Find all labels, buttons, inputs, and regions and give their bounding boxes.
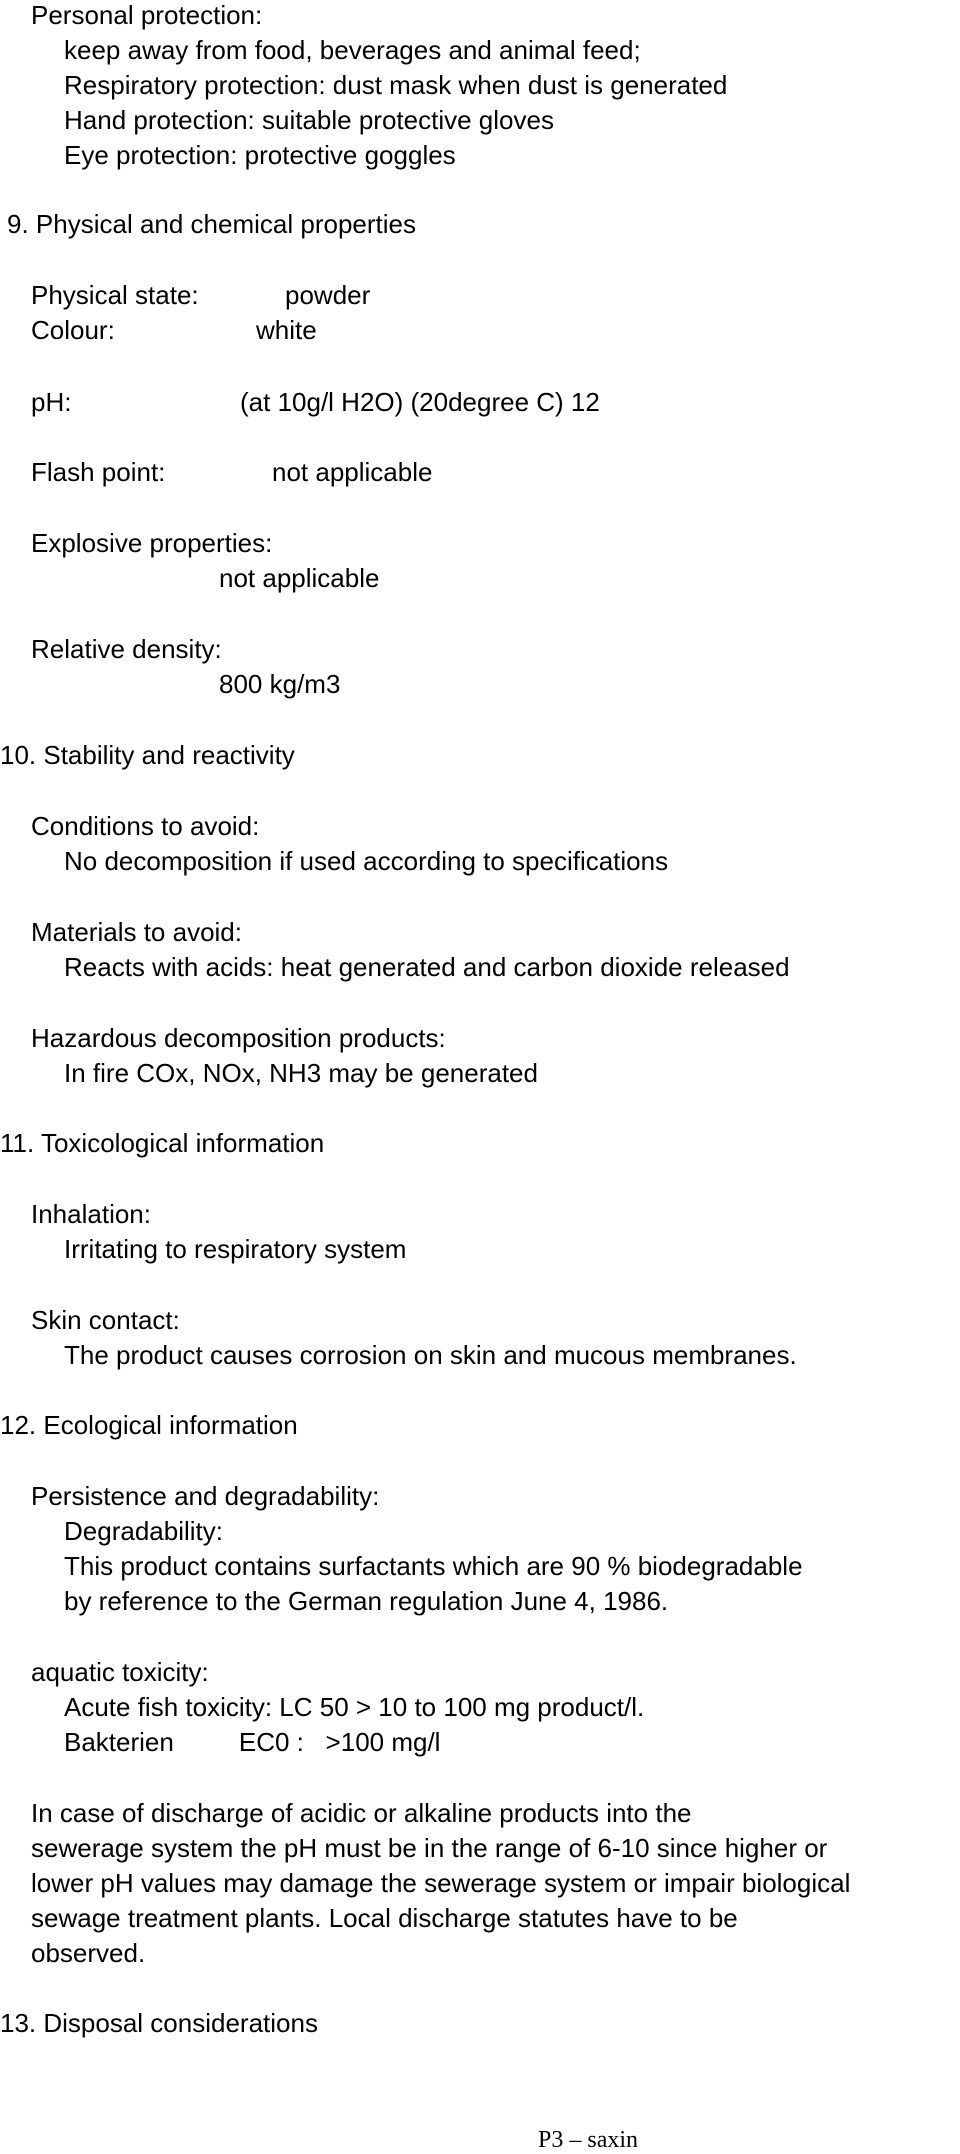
discharge-line: sewage treatment plants. Local discharge statutes have to be [31,1903,738,1933]
discharge-line: lower pH values may damage the sewerage system or impair biological [31,1868,851,1898]
density-label: Relative density: [31,634,222,664]
explosive-label: Explosive properties: [31,528,273,558]
physical-state-value: powder [285,280,371,310]
section-12-heading: 12. Ecological information [0,1410,298,1440]
density-value: 800 kg/m3 [219,669,341,699]
physical-state-label: Physical state: [31,280,199,310]
conditions-value: No decomposition if used according to specifications [64,846,669,876]
conditions-label: Conditions to avoid: [31,811,260,841]
section-9-heading: 9. Physical and chemical properties [7,209,416,239]
section-10-heading: 10. Stability and reactivity [0,740,295,770]
aquatic-toxicity-label: aquatic toxicity: [31,1657,209,1687]
page-footer: P3 – saxin [538,2127,639,2153]
ph-value: (at 10g/l H2O) (20degree C) 12 [240,387,600,417]
degradability-line: by reference to the German regulation June 4, 1986. [64,1586,669,1616]
personal-protection-line: Hand protection: suitable protective gloves [64,105,554,135]
hazardous-label: Hazardous decomposition products: [31,1023,446,1053]
flash-point-value: not applicable [272,457,433,487]
skin-contact-label: Skin contact: [31,1305,180,1335]
fish-toxicity-value: Acute fish toxicity: LC 50 > 10 to 100 mg product/l. [64,1692,645,1722]
section-11-heading: 11. Toxicological information [0,1128,325,1158]
degradability-line: This product contains surfactants which are 90 % biodegradable [64,1551,803,1581]
persistence-label: Persistence and degradability: [31,1481,380,1511]
personal-protection-line: keep away from food, beverages and animal feed; [64,35,641,65]
colour-value: white [256,315,317,345]
materials-label: Materials to avoid: [31,917,242,947]
explosive-value: not applicable [219,563,380,593]
inhalation-label: Inhalation: [31,1199,151,1229]
discharge-line: In case of discharge of acidic or alkaline products into the [31,1798,692,1828]
ph-label: pH: [31,387,72,417]
bacteria-toxicity-value: Bakterien EC0 : >100 mg/l [64,1727,441,1757]
discharge-line: observed. [31,1938,146,1968]
degradability-label: Degradability: [64,1516,223,1546]
inhalation-value: Irritating to respiratory system [64,1234,407,1264]
personal-protection-line: Eye protection: protective goggles [64,140,456,170]
discharge-line: sewerage system the pH must be in the range of 6-10 since higher or [31,1833,828,1863]
personal-protection-heading: Personal protection: [31,0,263,30]
colour-label: Colour: [31,315,115,345]
personal-protection-line: Respiratory protection: dust mask when dust is generated [64,70,728,100]
flash-point-label: Flash point: [31,457,166,487]
skin-contact-value: The product causes corrosion on skin and mucous membranes. [64,1340,797,1370]
section-13-heading: 13. Disposal considerations [0,2008,318,2038]
hazardous-value: In fire COx, NOx, NH3 may be generated [64,1058,538,1088]
materials-value: Reacts with acids: heat generated and carbon dioxide released [64,952,790,982]
